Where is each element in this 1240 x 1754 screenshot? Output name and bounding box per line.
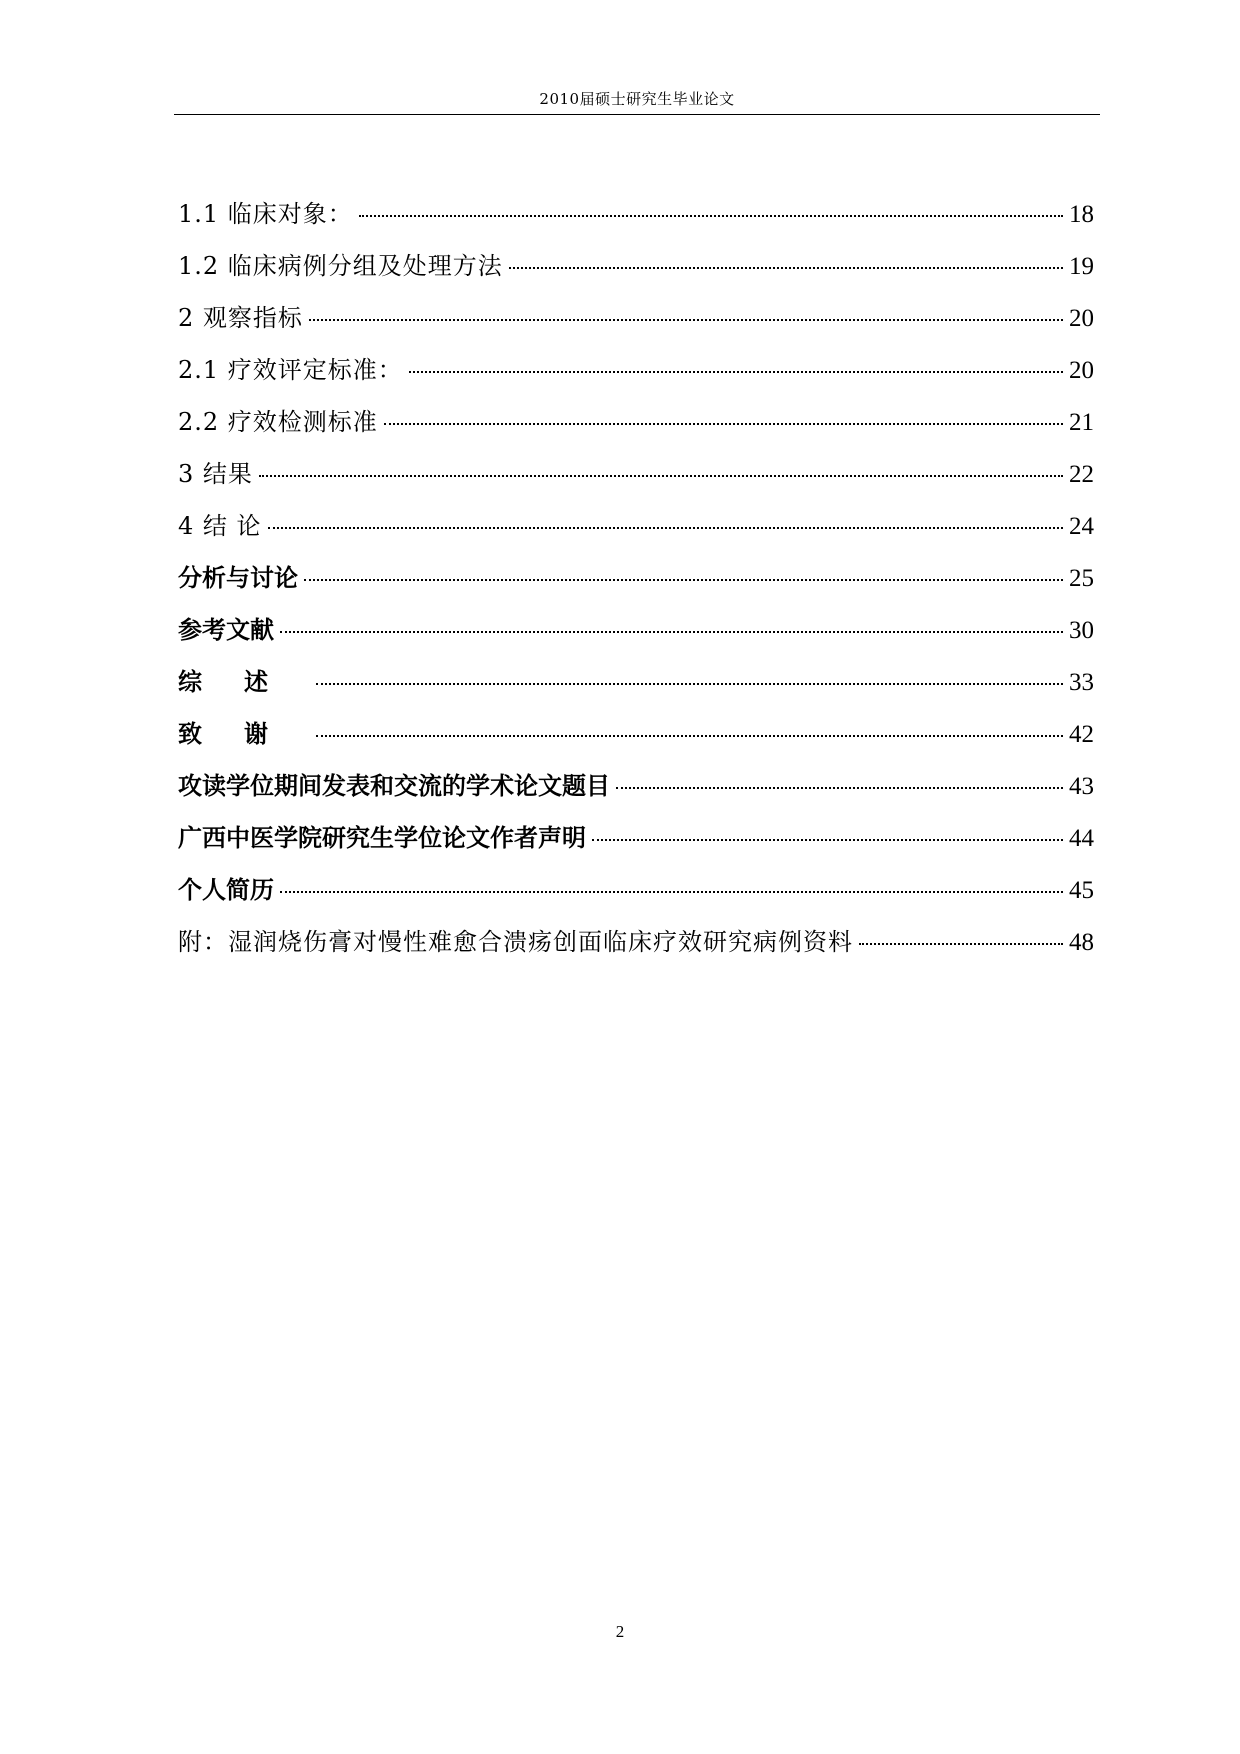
dot-leader bbox=[316, 735, 1063, 737]
toc-entry-title: 2 观察指标 bbox=[178, 304, 303, 332]
dot-leader bbox=[309, 319, 1063, 321]
dot-leader bbox=[359, 215, 1063, 217]
page-number: 2 bbox=[615, 1622, 625, 1641]
toc-entry-page: 18 bbox=[1069, 201, 1094, 228]
running-header: 2010届硕士研究生毕业论文 bbox=[539, 90, 735, 108]
toc-entry-page: 30 bbox=[1069, 617, 1094, 644]
toc-entry-title: 分析与讨论 bbox=[178, 564, 298, 592]
toc-entry[interactable] bbox=[178, 916, 1094, 968]
toc-entry-page: 33 bbox=[1069, 669, 1094, 696]
toc-entry-page: 25 bbox=[1069, 565, 1094, 592]
toc-entry-page: 42 bbox=[1069, 721, 1094, 748]
dot-leader bbox=[316, 683, 1063, 685]
dot-leader bbox=[280, 631, 1063, 633]
toc-entry-page: 22 bbox=[1069, 461, 1094, 488]
toc-entry[interactable] bbox=[178, 448, 1094, 500]
toc-entry[interactable] bbox=[178, 760, 1094, 812]
dot-leader bbox=[384, 423, 1063, 425]
toc-entry-title: 个人简历 bbox=[178, 876, 274, 904]
toc-entry[interactable] bbox=[178, 552, 1094, 604]
toc-entry[interactable] bbox=[178, 864, 1094, 916]
dot-leader bbox=[616, 787, 1063, 789]
toc-entry-page: 19 bbox=[1069, 253, 1094, 280]
toc-entry-page: 21 bbox=[1069, 409, 1094, 436]
dot-leader bbox=[304, 579, 1063, 581]
toc-entry[interactable] bbox=[178, 604, 1094, 656]
dot-leader bbox=[859, 943, 1063, 945]
toc-entry-title: 附：湿润烧伤膏对慢性难愈合溃疡创面临床疗效研究病例资料 bbox=[178, 928, 853, 956]
toc-entry-page: 44 bbox=[1069, 825, 1094, 852]
dot-leader bbox=[259, 475, 1063, 477]
toc-entry-title: 广西中医学院研究生学位论文作者声明 bbox=[178, 824, 586, 852]
toc-entry[interactable] bbox=[178, 500, 1094, 552]
toc-entry-page: 20 bbox=[1069, 305, 1094, 332]
header-rule bbox=[174, 114, 1100, 115]
dot-leader bbox=[509, 267, 1063, 269]
toc-entry-title: 2.2 疗效检测标准 bbox=[178, 408, 378, 436]
toc-entry[interactable] bbox=[178, 292, 1094, 344]
toc-entry-title: 1.1 临床对象： bbox=[178, 200, 353, 228]
toc-entry[interactable] bbox=[178, 240, 1094, 292]
toc-entry-page: 24 bbox=[1069, 513, 1094, 540]
toc-entry[interactable] bbox=[178, 708, 1094, 760]
table-of-contents bbox=[178, 188, 1094, 968]
toc-entry[interactable] bbox=[178, 188, 1094, 240]
toc-entry-page: 43 bbox=[1069, 773, 1094, 800]
toc-entry[interactable] bbox=[178, 656, 1094, 708]
toc-entry[interactable] bbox=[178, 344, 1094, 396]
toc-entry-title: 致谢 bbox=[178, 720, 310, 748]
toc-entry[interactable] bbox=[178, 812, 1094, 864]
toc-entry-title: 1.2 临床病例分组及处理方法 bbox=[178, 252, 503, 280]
dot-leader bbox=[268, 527, 1063, 529]
toc-entry-title: 参考文献 bbox=[178, 616, 274, 644]
toc-entry-title: 3 结果 bbox=[178, 460, 253, 488]
dot-leader bbox=[409, 371, 1063, 373]
toc-entry-title: 综述 bbox=[178, 668, 310, 696]
toc-entry[interactable] bbox=[178, 396, 1094, 448]
toc-entry-page: 45 bbox=[1069, 877, 1094, 904]
toc-entry-page: 48 bbox=[1069, 929, 1094, 956]
toc-entry-page: 20 bbox=[1069, 357, 1094, 384]
toc-entry-title: 4 结 论 bbox=[178, 512, 262, 540]
dot-leader bbox=[280, 891, 1063, 893]
toc-entry-title: 2.1 疗效评定标准： bbox=[178, 356, 403, 384]
toc-entry-title: 攻读学位期间发表和交流的学术论文题目 bbox=[178, 772, 610, 800]
dot-leader bbox=[592, 839, 1063, 841]
